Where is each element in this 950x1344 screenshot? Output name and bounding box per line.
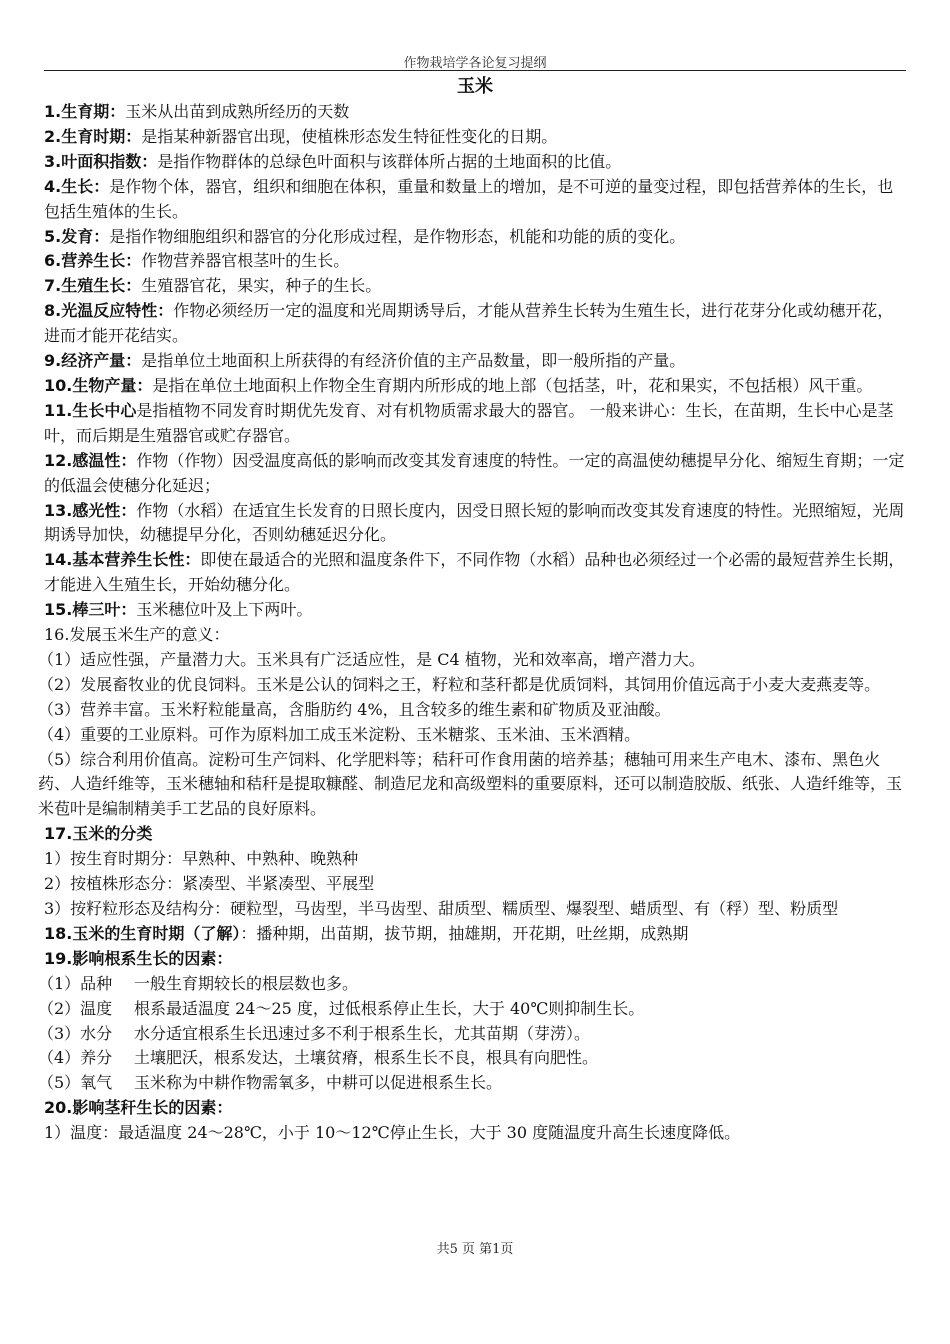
definition-separator: ： bbox=[125, 276, 142, 296]
root-factor-label: （1）品种 bbox=[38, 973, 113, 993]
root-factor-label: （3）水分 bbox=[38, 1023, 113, 1043]
definition-item bbox=[44, 399, 908, 449]
definition-body: 是指植物不同发育时期优先发育、对有机物质需求最大的器官。 一般来讲心：生长，在苗期，生长中心是茎叶，而后期是生殖器官或贮存器官。 bbox=[44, 400, 894, 445]
section-16-points bbox=[38, 648, 908, 822]
definition-item bbox=[44, 100, 908, 125]
definition-separator: ： bbox=[120, 500, 137, 520]
section-17-heading: 17.玉米的分类 bbox=[44, 824, 153, 844]
root-factor-label: （5）氧气 bbox=[38, 1073, 113, 1093]
definition-item bbox=[44, 374, 908, 399]
root-factor-label: （4）养分 bbox=[38, 1048, 113, 1068]
section-18 bbox=[44, 922, 908, 947]
definition-term-text: 叶面积指数 bbox=[61, 151, 142, 171]
definition-term-text: 发育 bbox=[61, 226, 94, 246]
definition-term-text: 生长 bbox=[61, 176, 94, 196]
section-20-points bbox=[44, 1121, 908, 1146]
section-20-heading: 20.影响茎秆生长的因素： bbox=[44, 1098, 233, 1118]
definition-number: 8. bbox=[44, 301, 62, 321]
significance-point: （3）营养丰富。玉米籽粒能量高，含脂肪约 4%，且含较多的维生素和矿物质及亚油酸。 bbox=[38, 699, 671, 719]
classification-point: 3）按籽粒形态及结构分：硬粒型，马齿型，半马齿型、甜质型、糯质型、爆裂型、蜡质型、有（稃）型、粉质型 bbox=[44, 899, 839, 918]
definition-term-text: 生物产量 bbox=[72, 375, 137, 395]
definition-body: 作物（水稻）在适宜生长发育的日照长度内，因受日照长短的影响而改变其发育速度的特性。光照缩短，光周期诱导加快，幼穗提早分化，否则幼穗延迟分化。 bbox=[44, 500, 905, 545]
definition-body: 是作物个体，器官，组织和细胞在体积，重量和数量上的增加，是不可逆的量变过程，即包括营养体的生长，也包括生殖体的生长。 bbox=[44, 176, 894, 221]
significance-point: （4）重要的工业原料。可作为原料加工成玉米淀粉、玉米糖浆、玉米油、玉米酒精。 bbox=[38, 724, 641, 744]
definition-separator: ： bbox=[93, 176, 110, 196]
classification-point: 1）按生育时期分：早熟种、中熟种、晚熟种 bbox=[44, 849, 359, 869]
definition-term-text: 生长中心 bbox=[72, 400, 137, 420]
definition-term bbox=[44, 152, 157, 171]
definition-term-text: 生殖生长 bbox=[61, 276, 126, 296]
root-factor-text: 根系最适温度 24～25 度，过低根系停止生长，大于 40℃则抑制生长。 bbox=[134, 998, 645, 1018]
definition-number: 1. bbox=[44, 102, 62, 121]
section-16-heading: 16.发展玉米生产的意义： bbox=[44, 625, 230, 645]
definition-number: 5. bbox=[44, 226, 62, 246]
root-factor-row bbox=[38, 1046, 908, 1071]
definition-body: 作物必须经历一定的温度和光周期诱导后，才能从营养生长转为生殖生长，进行花芽分化或幼穗开花，进而才能开花结实。 bbox=[44, 301, 894, 346]
root-factor-text: 玉米称为中耕作物需氧多，中耕可以促进根系生长。 bbox=[134, 1073, 503, 1093]
definition-separator: ： bbox=[141, 151, 158, 171]
definition-term bbox=[44, 227, 109, 246]
definition-number: 7. bbox=[44, 276, 62, 296]
definition-term bbox=[44, 127, 141, 146]
definition-item bbox=[44, 225, 908, 250]
definition-term bbox=[44, 351, 141, 370]
definition-body: 是指单位土地面积上所获得的有经济价值的主产品数量，即一般所指的产量。 bbox=[141, 351, 686, 371]
definition-term bbox=[44, 276, 141, 295]
definition-body: 是指作物群体的总绿色叶面积与该群体所占据的土地面积的比值。 bbox=[157, 151, 622, 171]
definition-number: 13. bbox=[44, 500, 73, 520]
definition-body: 作物（作物）因受温度高低的影响而改变其发育速度的特性。一定的高温使幼穗提早分化、缩短生育期；一定的低温会使穗分化延迟； bbox=[44, 450, 905, 495]
root-factor-text: 一般生育期较长的根层数也多。 bbox=[134, 973, 359, 993]
definition-body: 玉米从出苗到成熟所经历的天数 bbox=[125, 102, 350, 121]
page-footer: 共5 页 第1页 bbox=[436, 1242, 514, 1257]
definition-item bbox=[44, 548, 908, 598]
root-factor-text: 水分适宜根系生长迅速过多不利于根系生长，尤其苗期（芽涝）。 bbox=[134, 1023, 591, 1043]
definition-number: 4. bbox=[44, 176, 62, 196]
definition-number: 6. bbox=[44, 251, 62, 271]
definition-term bbox=[44, 301, 173, 320]
definition-separator: ： bbox=[136, 375, 153, 395]
definition-body: 是指作物细胞组织和器官的分化形成过程，是作物形态，机能和功能的质的变化。 bbox=[109, 226, 686, 246]
definition-term bbox=[44, 177, 109, 196]
definition-number: 11. bbox=[44, 400, 73, 420]
definition-body: 作物营养器官根茎叶的生长。 bbox=[141, 251, 350, 271]
definition-term-text: 生育时期 bbox=[61, 126, 126, 146]
section-17-points bbox=[44, 847, 908, 922]
classification-point: 2）按植株形态分：紧凑型、半紧凑型、平展型 bbox=[44, 874, 375, 894]
definition-separator: ： bbox=[125, 251, 142, 271]
definition-separator: ： bbox=[109, 102, 126, 121]
definition-item bbox=[44, 150, 908, 175]
definition-separator: ： bbox=[93, 226, 110, 246]
definition-number: 10. bbox=[44, 375, 73, 395]
definition-term bbox=[44, 550, 200, 569]
definition-body: 玉米穗位叶及上下两叶。 bbox=[136, 600, 313, 620]
definition-body: 是指某种新器官出现，使植株形态发生特征性变化的日期。 bbox=[141, 126, 558, 146]
root-factor-row bbox=[38, 972, 908, 997]
header-rule bbox=[44, 70, 906, 71]
definition-number: 15. bbox=[44, 600, 73, 620]
definition-term-text: 生育期 bbox=[61, 102, 110, 121]
definition-number: 12. bbox=[44, 450, 73, 470]
definition-item bbox=[44, 125, 908, 150]
section-19-rows bbox=[38, 972, 908, 1097]
definition-separator: ： bbox=[120, 450, 137, 470]
document-title: 玉米 bbox=[457, 76, 493, 97]
definition-term bbox=[44, 600, 136, 619]
definition-term bbox=[44, 451, 136, 470]
page-header: 作物栽培学各论复习提纲 bbox=[403, 56, 547, 71]
significance-point: （5）综合利用价值高。淀粉可生产饲料、化学肥料等；秸秆可作食用菌的培养基；穗轴可用来生产电木、漆布、黑色火药、人造纤维等，玉米穗轴和秸秆是提取糠醛、制造尼龙和高级塑料的重要原料，还可以制造胶版、纸张、人造纤维等，玉米苞叶是编制精美手工艺品的良好原料。 bbox=[38, 749, 903, 819]
definition-separator: ： bbox=[125, 126, 142, 146]
root-factor-text: 土壤肥沃，根系发达，土壤贫瘠，根系生长不良，根具有向肥性。 bbox=[134, 1048, 599, 1068]
definition-separator: ： bbox=[157, 301, 174, 321]
definition-term-text: 光温反应特性 bbox=[61, 301, 158, 321]
definition-item bbox=[44, 349, 908, 374]
definition-term bbox=[44, 376, 152, 395]
definition-term bbox=[44, 251, 141, 270]
definition-term-text: 棒三叶 bbox=[72, 600, 121, 620]
definition-body: 即使在最适合的光照和温度条件下，不同作物（水稻）品种也必须经过一个必需的最短营养生长期，才能进入生殖生长，开始幼穗分化。 bbox=[44, 550, 905, 595]
root-factor-row bbox=[38, 1022, 908, 1047]
definition-separator: ： bbox=[120, 600, 137, 620]
document-body bbox=[38, 100, 908, 1146]
definition-term-text: 营养生长 bbox=[61, 251, 126, 271]
definition-term bbox=[44, 102, 125, 121]
definition-item bbox=[44, 175, 908, 225]
significance-point: （2）发展畜牧业的优良饲料。玉米是公认的饲料之王，籽粒和茎秆都是优质饲料，其饲用价值远高于小麦大麦燕麦等。 bbox=[38, 674, 881, 694]
root-factor-row bbox=[38, 997, 908, 1022]
root-factor-row bbox=[38, 1071, 908, 1096]
section-19-heading: 19.影响根系生长的因素： bbox=[44, 948, 233, 968]
definition-list bbox=[44, 100, 908, 623]
definition-item bbox=[44, 274, 908, 299]
definition-term bbox=[44, 401, 136, 420]
definition-item bbox=[44, 499, 908, 549]
significance-point: （1）适应性强，产量潜力大。玉米具有广泛适应性，是 C4 植物，光和效率高，增产潜力大。 bbox=[38, 649, 705, 669]
definition-item bbox=[44, 299, 908, 349]
definition-term-text: 经济产量 bbox=[61, 351, 126, 371]
definition-term-text: 基本营养生长性 bbox=[72, 550, 185, 570]
root-factor-label: （2）温度 bbox=[38, 998, 113, 1018]
definition-term-text: 感光性 bbox=[72, 500, 121, 520]
definition-separator: ： bbox=[125, 351, 142, 371]
definition-item bbox=[44, 598, 908, 623]
section-18-term: 18.玉米的生育时期（了解） bbox=[44, 923, 241, 943]
definition-number: 9. bbox=[44, 351, 62, 371]
stem-factor-point: 1）温度：最适温度 24～28℃，小于 10～12℃停止生长，大于 30 度随温度升高生长速度降低。 bbox=[44, 1123, 741, 1143]
definition-term-text: 感温性 bbox=[72, 450, 121, 470]
definition-body: 生殖器官花，果实，种子的生长。 bbox=[141, 276, 382, 296]
definition-number: 2. bbox=[44, 126, 62, 146]
definition-item bbox=[44, 449, 908, 499]
definition-item bbox=[44, 249, 908, 274]
section-18-body: ：播种期，出苗期，拔节期，抽雄期，开花期，吐丝期，成熟期 bbox=[240, 923, 689, 943]
definition-number: 3. bbox=[44, 151, 62, 171]
definition-term bbox=[44, 501, 136, 520]
definition-body: 是指在单位土地面积上作物全生育期内所形成的地上部（包括茎，叶，花和果实，不包括根）风干重。 bbox=[152, 375, 873, 395]
definition-separator: ： bbox=[184, 550, 201, 570]
definition-number: 14. bbox=[44, 550, 73, 570]
